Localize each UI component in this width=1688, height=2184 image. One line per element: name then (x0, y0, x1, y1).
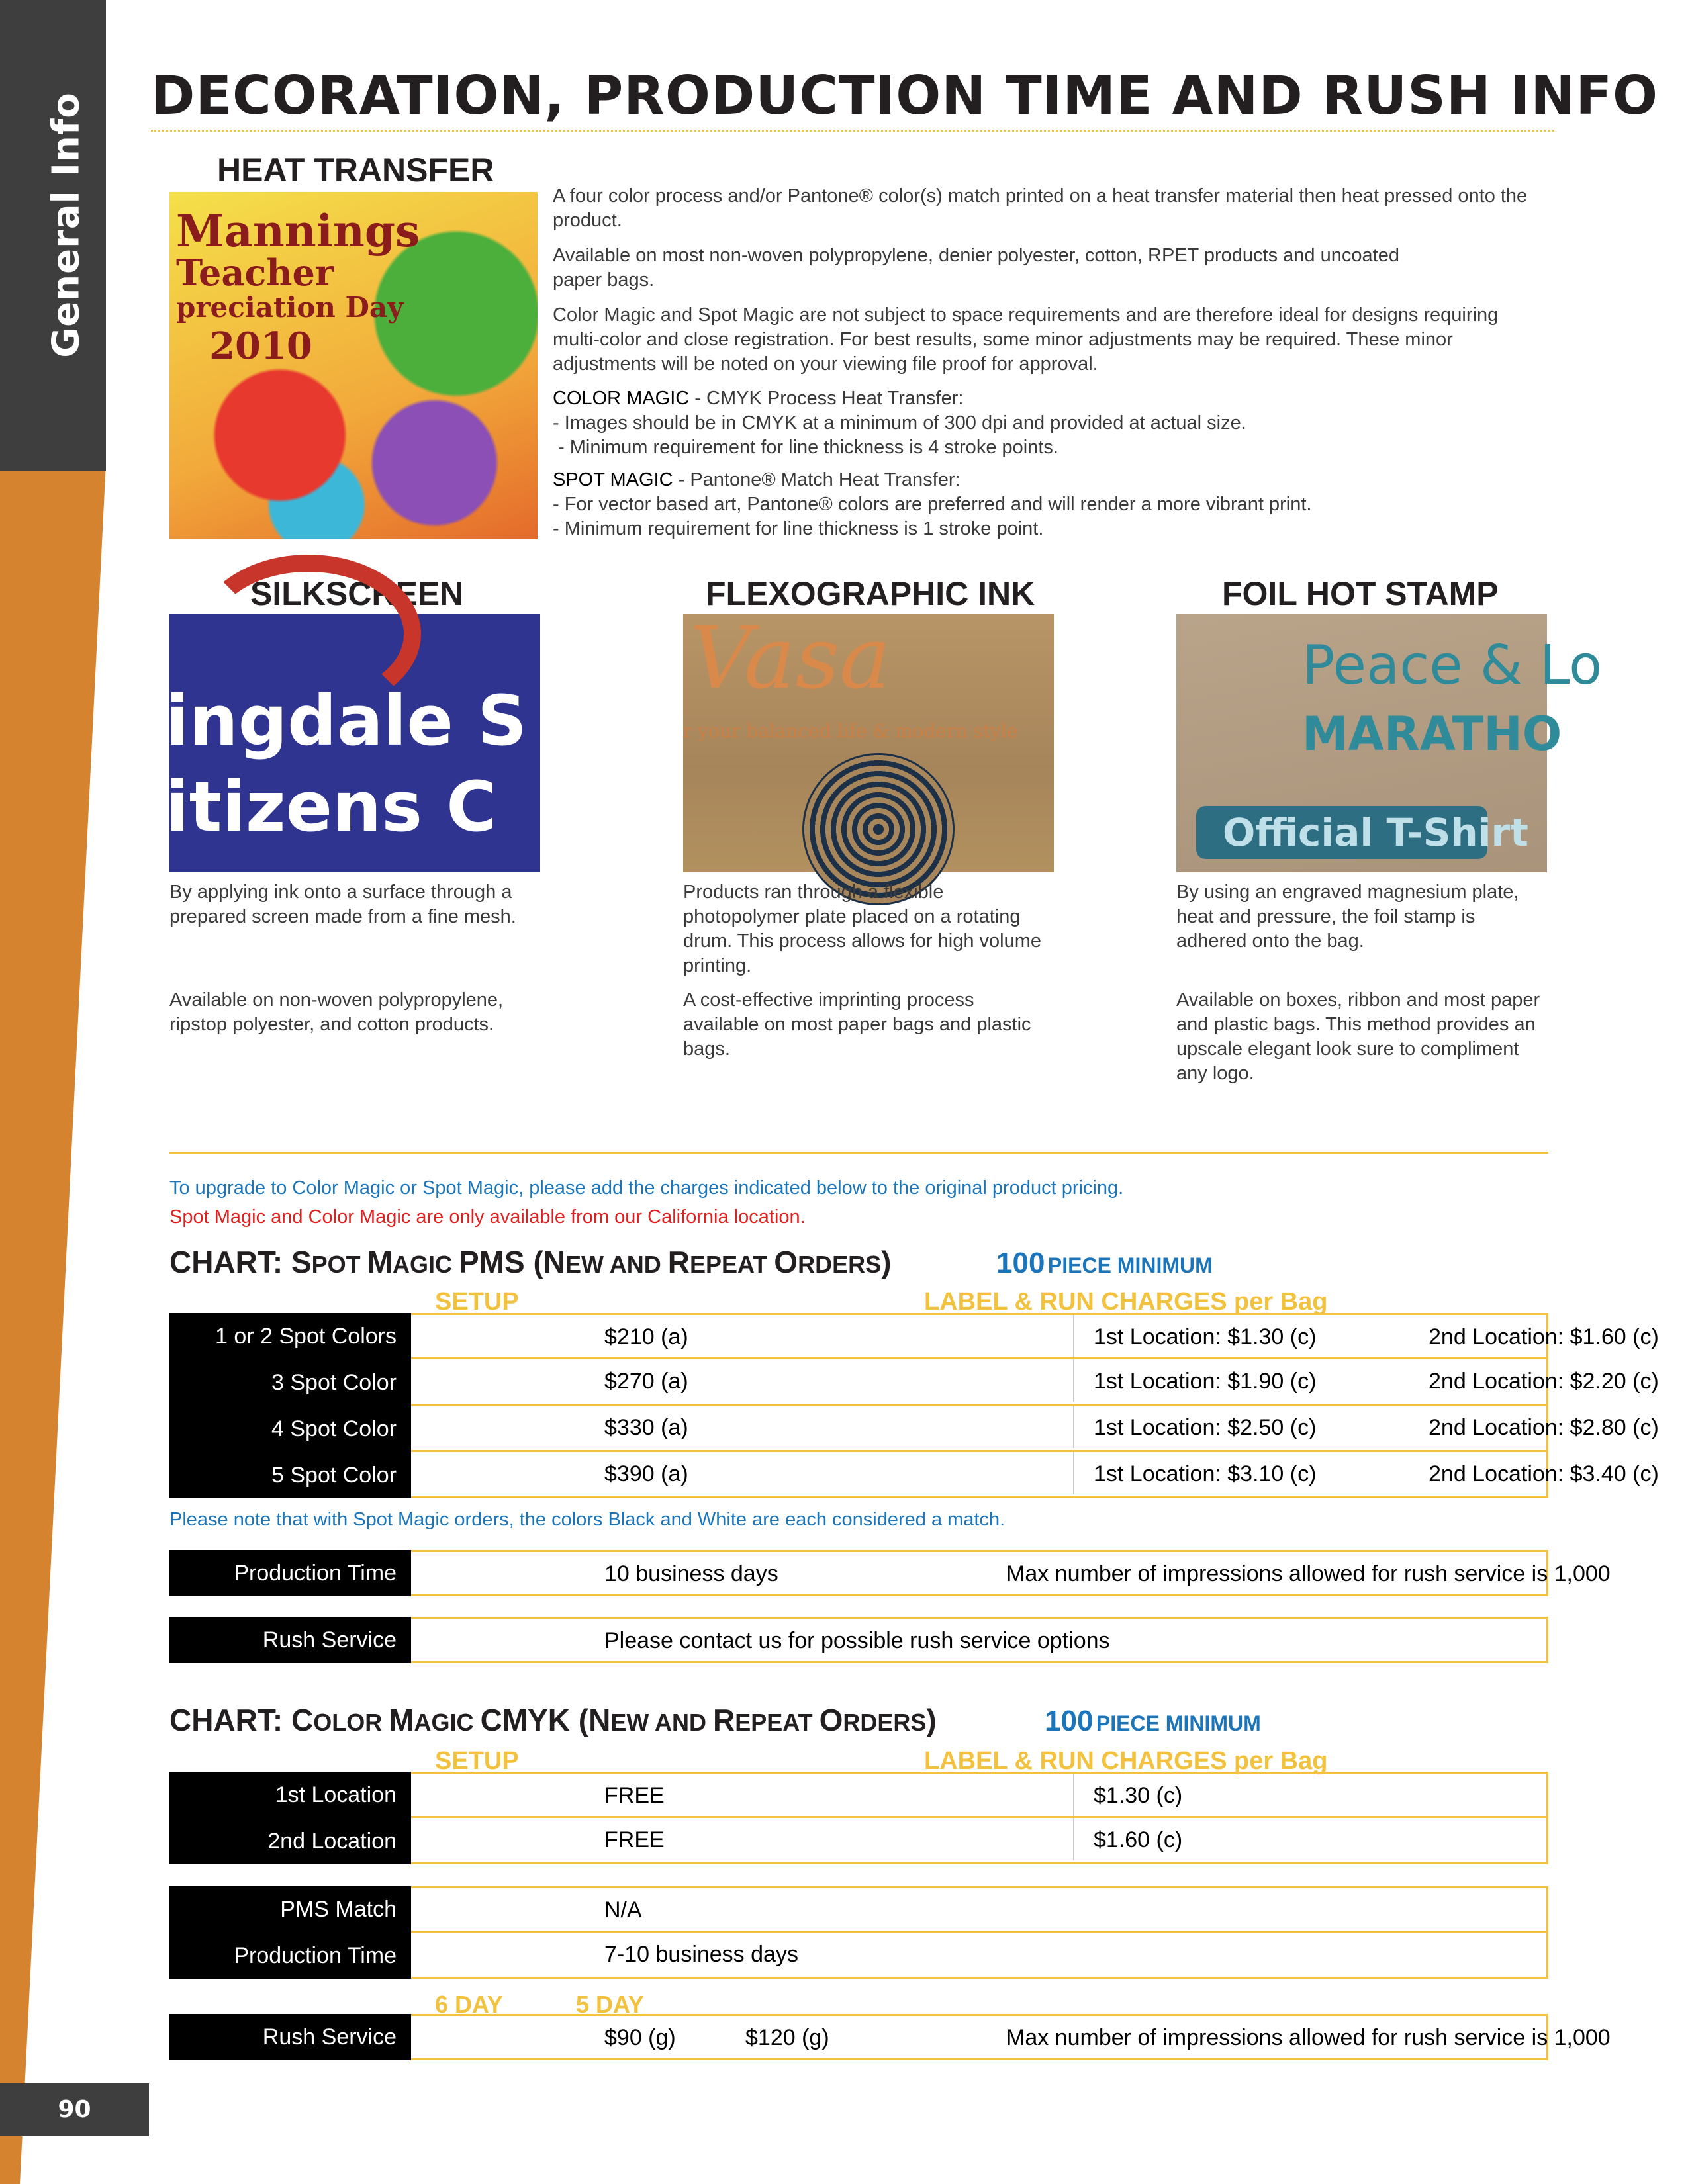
flexographic-desc: Products ran through a flexible photopolymer plate placed on a rotating drum. This process allows for high volume printing. (683, 882, 1042, 976)
spot-magic-line-1: - For vector based art, Pantone® colors are preferred and will render a more vibrant print. (553, 494, 1312, 515)
color-magic-block (553, 387, 1546, 460)
rush-6-day-value: $90 (g) (604, 2025, 676, 2050)
spot-magic-name: SPOT MAGIC (553, 469, 673, 490)
color-magic-name: COLOR MAGIC (553, 388, 690, 409)
foil-hot-stamp-image (1176, 614, 1603, 872)
rush-5-day-header: 5 DAY (576, 1991, 644, 2018)
foil-hot-stamp-desc: By using an engraved magnesium plate, heat and pressure, the foil stamp is adhered onto the bag. (1176, 882, 1519, 952)
heat-transfer-desc: A four color process and/or Pantone® color(s) match printed on a heat transfer material then heat pressed onto the product. (553, 185, 1528, 231)
section-divider (169, 1152, 1548, 1154)
spot-magic-chart-title: CHART: SPOT MAGIC PMS (NEW AND REPEAT ORDERS) (169, 1245, 892, 1279)
color-row-1 (169, 1772, 1548, 1818)
foil-image-text-3: Official T-Shirt (1223, 810, 1528, 855)
rush-5-day-value: $120 (g) (745, 2025, 829, 2050)
color-setup-cell: FREE (604, 1783, 665, 1808)
spot-row-2 (169, 1359, 1659, 1406)
color-magic-minimum: 100 PIECE MINIMUM (1045, 1705, 1261, 1737)
color-pms-row (169, 1886, 1548, 1933)
spot-loc1-cell: 1st Location: $2.50 (c) (1094, 1415, 1317, 1440)
color-production-row (169, 1933, 1548, 1979)
spot-rush-row (169, 1617, 1548, 1663)
flexographic-availability: A cost-effective imprinting process available on most paper bags and plastic bags. (683, 989, 1031, 1060)
silk-image-text-2: itizens C (165, 766, 497, 847)
spot-setup-cell: $390 (a) (604, 1461, 688, 1486)
heat-image-text-4: 2010 (209, 324, 312, 368)
spot-magic-desc: - Pantone® Match Heat Transfer: (673, 469, 961, 490)
color-rush-row (169, 2014, 1611, 2060)
heat-transfer-image (169, 192, 538, 539)
spot-loc2-cell: 2nd Location: $3.40 (c) (1429, 1461, 1659, 1486)
color-setup-header: SETUP (435, 1747, 519, 1775)
upgrade-note: To upgrade to Color Magic or Spot Magic, please add the charges indicated below to the original product pricing. (169, 1177, 1124, 1199)
sidebar-section-label: General Info (44, 92, 88, 358)
spot-row-3 (169, 1406, 1659, 1452)
production-time-value: 10 business days (604, 1561, 778, 1586)
foil-image-text-2: MARATHO (1302, 707, 1562, 761)
heat-image-text-2: Teacher (176, 251, 334, 294)
silkscreen-title: SILKSCREEN (250, 575, 464, 612)
silk-image-text-1: ingdale S (165, 680, 528, 761)
color-magic-chart-title: CHART: COLOR MAGIC CMYK (NEW AND REPEAT ORDERS) (169, 1703, 937, 1737)
color-magic-line-2: - Minimum requirement for line thickness is 4 stroke points. (553, 437, 1058, 458)
heat-transfer-availability: Available on most non-woven polypropylene, denier polyester, cotton, RPET products and uncoated paper bags. (553, 245, 1399, 291)
spot-loc1-cell: 1st Location: $1.30 (c) (1094, 1324, 1317, 1349)
spot-production-row (169, 1550, 1611, 1596)
spot-row-1 (169, 1313, 1659, 1359)
spot-row-label: 3 Spot Color (169, 1359, 411, 1406)
silkscreen-desc: By applying ink onto a surface through a prepared screen made from a fine mesh. (169, 882, 516, 927)
spot-row-4 (169, 1452, 1659, 1498)
rush-impressions-note: Max number of impressions allowed for rush service is 1,000 (1006, 2025, 1611, 2050)
rush-service-value: Please contact us for possible rush service options (604, 1628, 1110, 1653)
rush-service-label: Rush Service (169, 1617, 411, 1663)
foil-hot-stamp-title: FOIL HOT STAMP (1222, 575, 1499, 612)
color-row-2 (169, 1818, 1548, 1864)
color-magic-desc: - CMYK Process Heat Transfer: (689, 388, 964, 409)
spot-setup-cell: $330 (a) (604, 1415, 688, 1440)
color-setup-cell: FREE (604, 1827, 665, 1852)
heat-image-text-3: preciation Day (176, 291, 404, 324)
heat-transfer-registration-note: Color Magic and Spot Magic are not subject to space requirements and are therefore ideal for designs requiring multi-color and close registration. For best results, some minor adjustments may be required. These minor adjustments will be noted on your viewing file proof for approval. (553, 304, 1499, 375)
spot-run-charges-header: LABEL & RUN CHARGES per Bag (924, 1288, 1328, 1316)
spot-loc2-cell: 2nd Location: $1.60 (c) (1429, 1324, 1659, 1349)
flexographic-title: FLEXOGRAPHIC INK (706, 575, 1035, 612)
color-run-charges-header: LABEL & RUN CHARGES per Bag (924, 1747, 1328, 1775)
spot-setup-header: SETUP (435, 1288, 519, 1316)
spot-row-label: 4 Spot Color (169, 1406, 411, 1452)
page-number: 90 (58, 2096, 91, 2123)
spot-setup-cell: $210 (a) (604, 1324, 688, 1349)
flexo-image-text-1: Vasa (690, 608, 891, 708)
title-divider (151, 130, 1554, 132)
spot-loc1-cell: 1st Location: $1.90 (c) (1094, 1369, 1317, 1394)
flexo-image-text-2: r your balanced life & modern style (683, 720, 1018, 742)
spot-magic-line-2: - Minimum requirement for line thickness is 1 stroke point. (553, 518, 1044, 539)
foil-image-text-1: Peace & Lo (1302, 634, 1603, 697)
heat-transfer-title: HEAT TRANSFER (217, 152, 494, 189)
color-magic-line-1: - Images should be in CMYK at a minimum of 300 dpi and provided at actual size. (553, 412, 1246, 433)
spot-loc2-cell: 2nd Location: $2.20 (c) (1429, 1369, 1659, 1394)
spot-match-note: Please note that with Spot Magic orders, the colors Black and White are each considered a match. (169, 1509, 1006, 1530)
silkscreen-image (165, 614, 540, 872)
pms-match-value: N/A (604, 1897, 642, 1923)
color-run-cell: $1.60 (c) (1094, 1827, 1183, 1852)
spot-row-label: 5 Spot Color (169, 1452, 411, 1498)
rush-impressions-note: Max number of impressions allowed for rush service is 1,000 (1006, 1561, 1611, 1586)
rush-service-label: Rush Service (169, 2014, 411, 2060)
spot-loc2-cell: 2nd Location: $2.80 (c) (1429, 1415, 1659, 1440)
heat-image-text-1: Mannings (176, 205, 420, 257)
spot-magic-minimum: 100 PIECE MINIMUM (996, 1247, 1213, 1279)
production-time-label: Production Time (169, 1550, 411, 1596)
spot-row-label: 1 or 2 Spot Colors (169, 1313, 411, 1359)
color-row-label: 1st Location (169, 1772, 411, 1818)
silkscreen-availability: Available on non-woven polypropylene, ripstop polyester, and cotton products. (169, 989, 504, 1035)
rush-6-day-header: 6 DAY (435, 1991, 503, 2018)
spot-loc1-cell: 1st Location: $3.10 (c) (1094, 1461, 1317, 1486)
spot-setup-cell: $270 (a) (604, 1369, 688, 1394)
spot-magic-block (553, 468, 1546, 541)
page-title: DECORATION, PRODUCTION TIME AND RUSH INFO (151, 65, 1659, 126)
color-row-label: 2nd Location (169, 1818, 411, 1864)
foil-hot-stamp-availability: Available on boxes, ribbon and most paper and plastic bags. This method provides an upscale elegant look sure to compliment any logo. (1176, 989, 1540, 1084)
production-time-value: 7-10 business days (604, 1942, 798, 1967)
pms-match-label: PMS Match (169, 1886, 411, 1933)
production-time-label: Production Time (169, 1933, 411, 1979)
color-run-cell: $1.30 (c) (1094, 1783, 1183, 1808)
location-note: Spot Magic and Color Magic are only available from our California location. (169, 1206, 806, 1228)
flexographic-image (683, 608, 1054, 872)
